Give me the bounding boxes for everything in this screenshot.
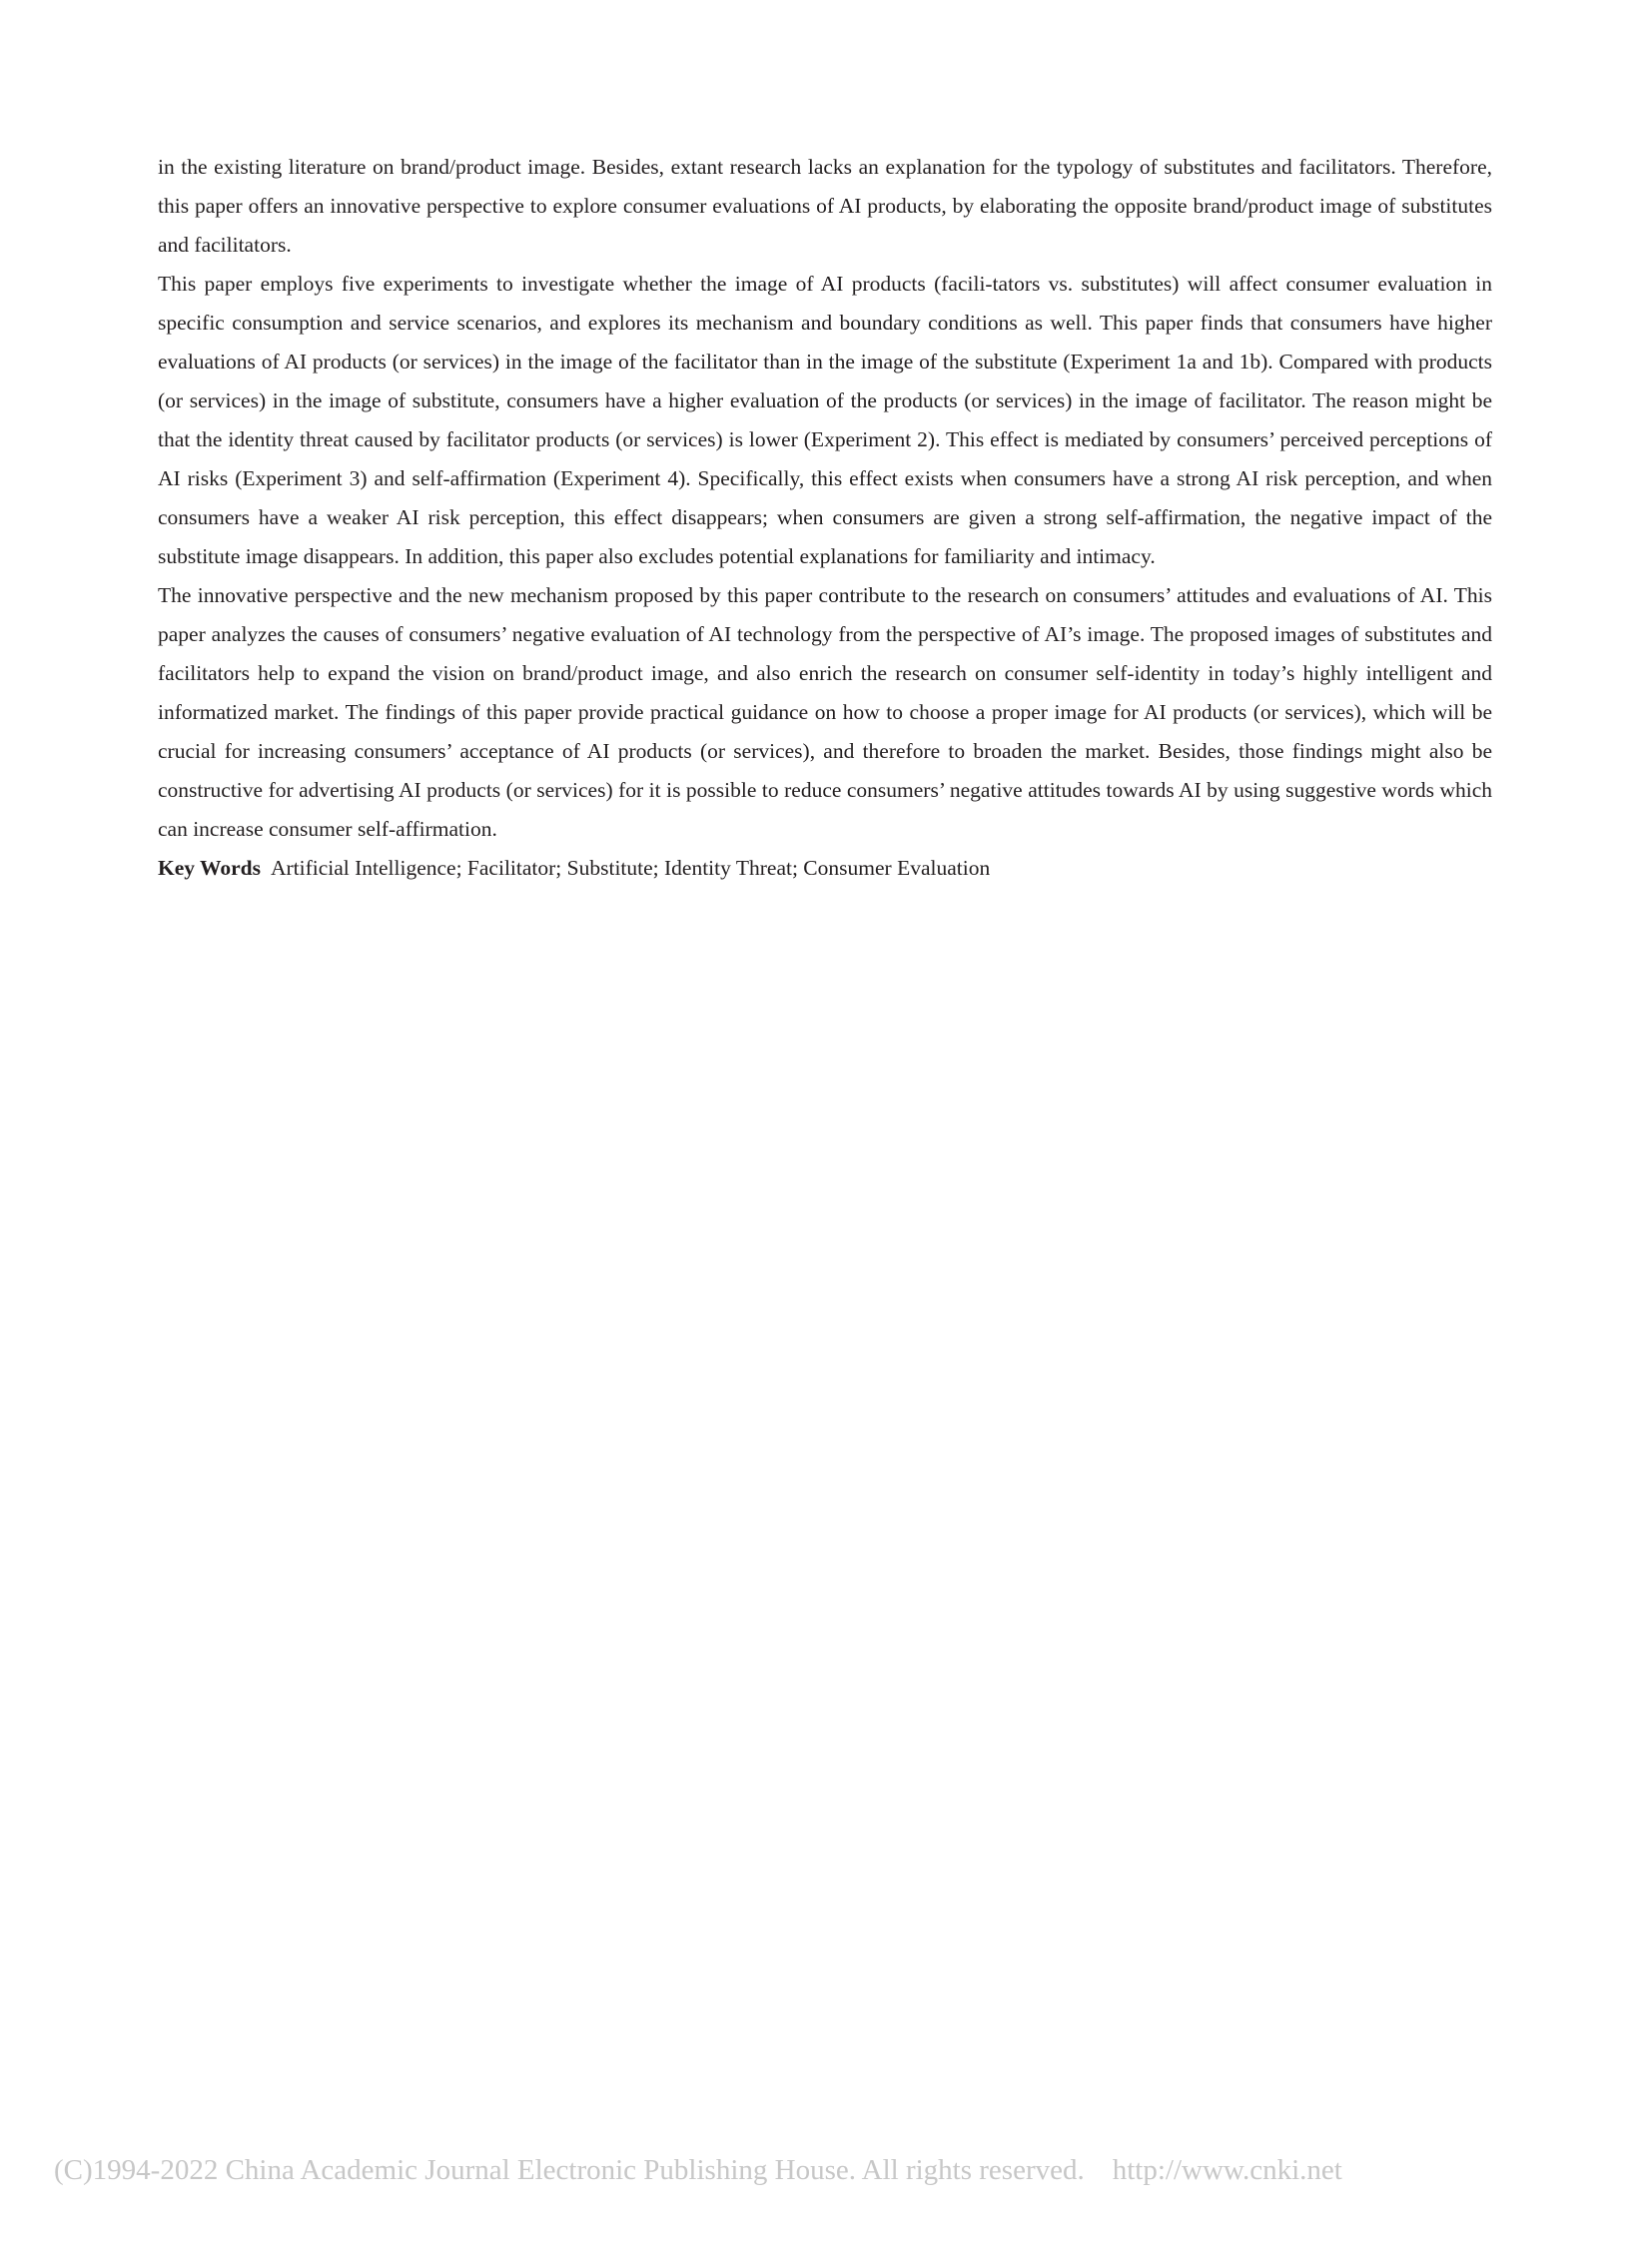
article-body: [158, 148, 1492, 888]
footer-copyright: (C)1994-2022 China Academic Journal Electronic Publishing House. All rights reserved.: [54, 2154, 1085, 2186]
paragraph-1: in the existing literature on brand/product image. Besides, extant research lacks an explanation for the typology of substitutes and facilitators. Therefore, this paper offers an innovative perspective to explore consumer evaluations of AI products, by elaborating the opposite brand/product image of substitutes and facilitators.: [158, 155, 1492, 257]
keywords-label: Key Words: [158, 856, 261, 880]
keywords-text: Artificial Intelligence; Facilitator; Substitute; Identity Threat; Consumer Evaluation: [270, 856, 991, 880]
keywords-line: [158, 849, 1492, 888]
footer-watermark: [54, 2154, 1342, 2187]
paragraph-3: The innovative perspective and the new mechanism proposed by this paper contribute to the research on consumers’ attitudes and evaluations of AI. This paper analyzes the causes of consumers’ negative evaluation of AI technology from the perspective of AI’s image. The proposed images of substitutes and facilitators help to expand the vision on brand/product image, and also enrich the research on consumer self-identity in today’s highly intelligent and informatized market. The findings of this paper provide practical guidance on how to choose a proper image for AI products (or services), which will be crucial for increasing consumers’ acceptance of AI products (or services), and therefore to broaden the market. Besides, those findings might also be constructive for advertising AI products (or services) for it is possible to reduce consumers’ negative attitudes towards AI by using suggestive words which can increase consumer self-affirmation.: [158, 583, 1492, 841]
footer-url: http://www.cnki.net: [1112, 2154, 1342, 2186]
paragraph-2: This paper employs five experiments to investigate whether the image of AI products (facili-tators vs. substitutes) will affect consumer evaluation in specific consumption and service scenarios, and explores its mechanism and boundary conditions as well. This paper finds that consumers have higher evaluations of AI products (or services) in the image of the facilitator than in the image of the substitute (Experiment 1a and 1b). Compared with products (or services) in the image of substitute, consumers have a higher evaluation of the products (or services) in the image of facilitator. The reason might be that the identity threat caused by facilitator products (or services) is lower (Experiment 2). This effect is mediated by consumers’ perceived perceptions of AI risks (Experiment 3) and self-affirmation (Experiment 4). Specifically, this effect exists when consumers have a strong AI risk perception, and when consumers have a weaker AI risk perception, this effect disappears; when consumers are given a strong self-affirmation, the negative impact of the substitute image disappears. In addition, this paper also excludes potential explanations for familiarity and intimacy.: [158, 272, 1492, 568]
